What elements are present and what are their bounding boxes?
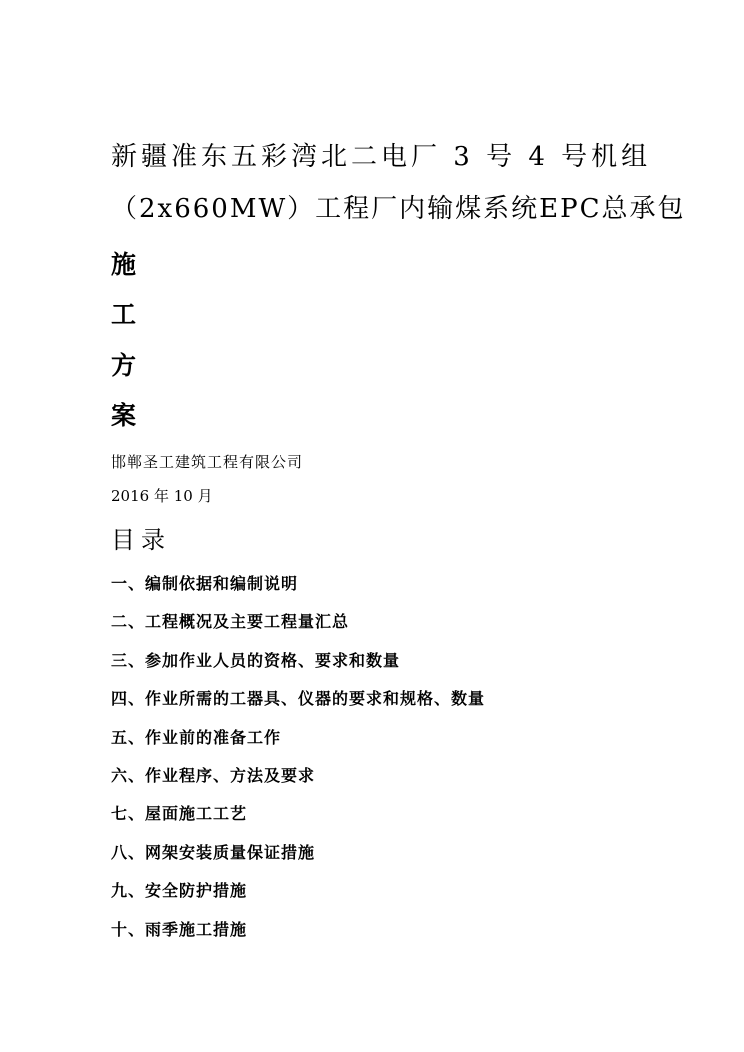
plan-title-char: 工	[111, 300, 137, 329]
toc-item: 六、作业程序、方法及要求	[111, 765, 316, 785]
document-title-line-2: （2x660MW）工程厂内输煤系统EPC总承包	[111, 194, 686, 224]
toc-item: 十、雨季施工措施	[111, 919, 248, 939]
document-title-line-1: 新疆准东五彩湾北二电厂 3 号 4 号机组	[111, 142, 652, 172]
plan-title-char: 施	[111, 250, 137, 279]
document-date: 2016 年 10 月	[111, 487, 213, 505]
plan-title-char: 方	[111, 351, 137, 380]
toc-item: 四、作业所需的工器具、仪器的要求和规格、数量	[111, 689, 486, 709]
toc-heading: 目录	[111, 526, 171, 554]
toc-item: 二、工程概况及主要工程量汇总	[111, 612, 350, 632]
toc-item: 一、编制依据和编制说明	[111, 574, 299, 593]
toc-item: 九、安全防护措施	[111, 881, 248, 901]
table-of-contents	[111, 576, 485, 960]
toc-item: 七、屋面施工工艺	[111, 804, 248, 824]
plan-title-char: 案	[111, 401, 137, 430]
toc-item: 八、网架安装质量保证措施	[111, 842, 316, 862]
toc-item: 三、参加作业人员的资格、要求和数量	[111, 650, 401, 670]
toc-item: 五、作业前的准备工作	[111, 727, 282, 747]
company-name: 邯郸圣工建筑工程有限公司	[111, 453, 304, 471]
